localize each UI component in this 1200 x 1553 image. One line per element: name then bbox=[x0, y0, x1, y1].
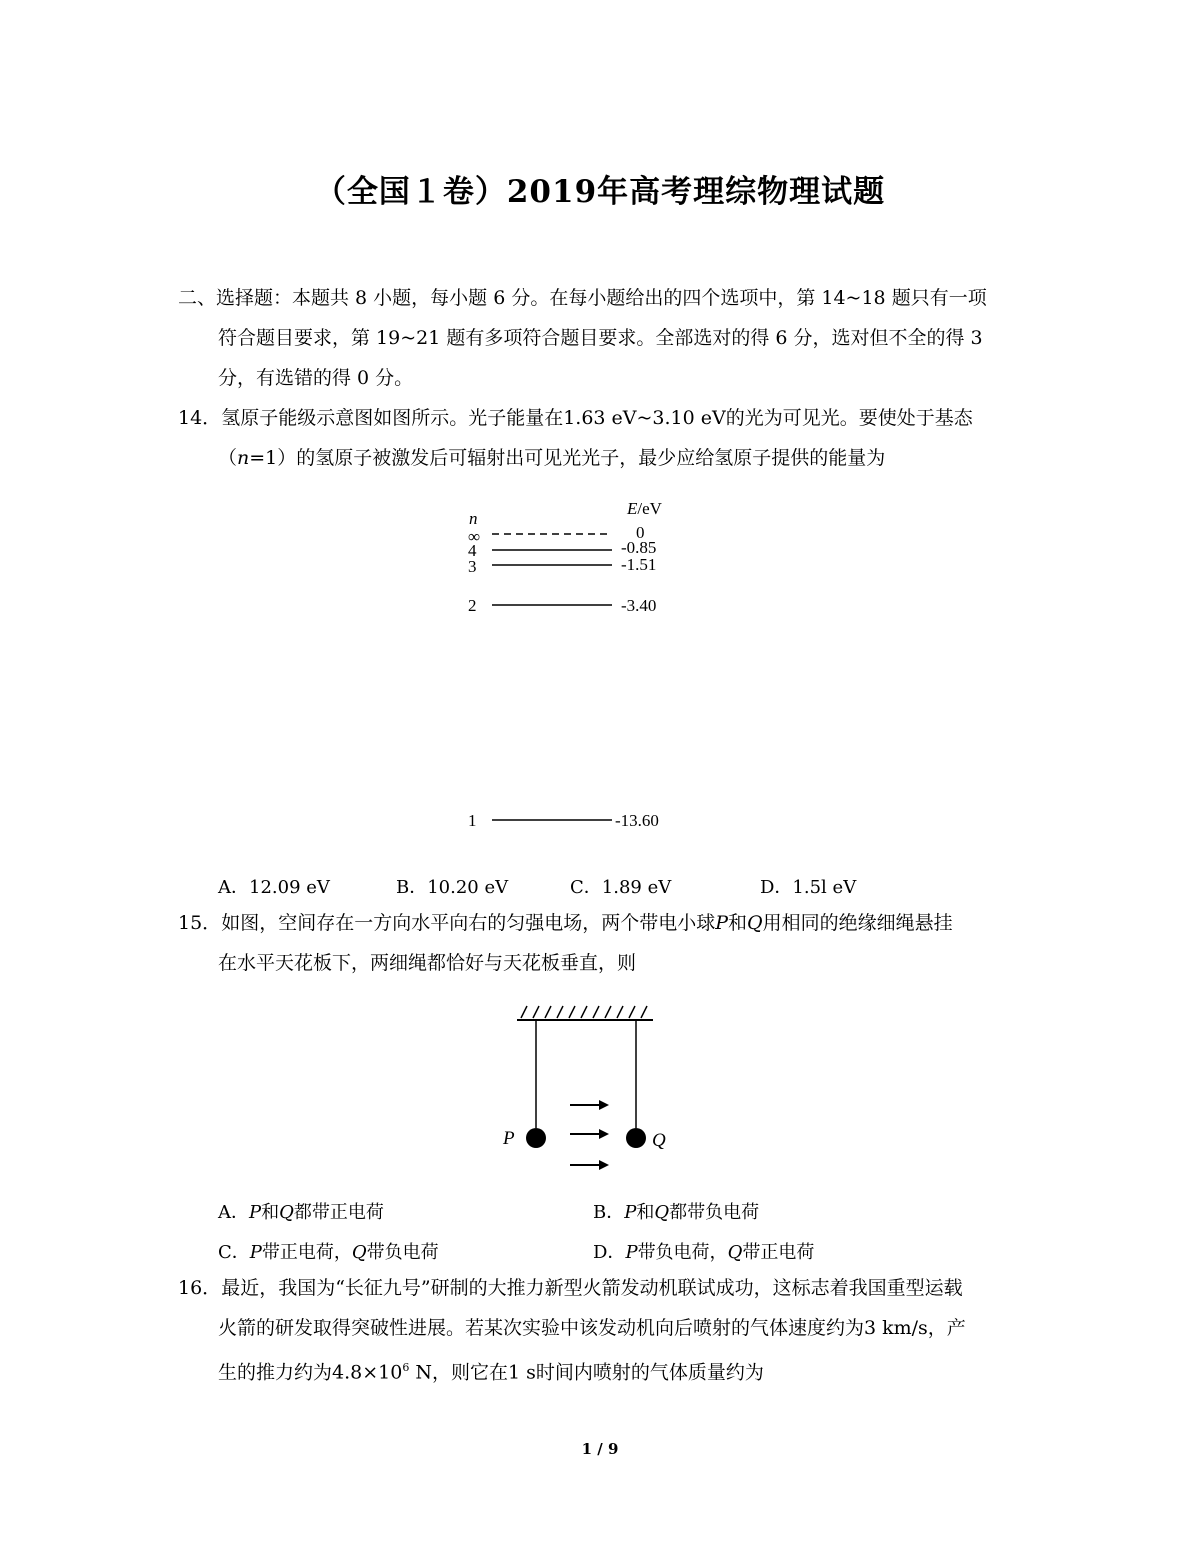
question-14-line1 bbox=[178, 398, 973, 438]
ball-p bbox=[526, 1128, 546, 1148]
question-16-text-end: N，则它在1 s时间内喷射的气体质量约为 bbox=[409, 1361, 764, 1384]
level-energy-label: -3.40 bbox=[621, 596, 657, 615]
question-14-text-cont: =1）的氢原子被激发后可辐射出可见光光子，最少应给氢原子提供的能量为 bbox=[249, 447, 886, 469]
level-n-label: 3 bbox=[468, 557, 477, 576]
energy-level-diagram bbox=[455, 490, 695, 840]
variable-p: P bbox=[715, 912, 728, 934]
option-a[interactable]: A．12.09 eV bbox=[218, 877, 330, 898]
question-15-line2: 在水平天花板下，两细绳都恰好与天花板垂直，则 bbox=[218, 952, 637, 974]
ball-p-label: P bbox=[503, 1128, 515, 1149]
level-n-label: 2 bbox=[468, 596, 477, 615]
level-n-label: 1 bbox=[468, 811, 477, 830]
energy-axis-label: E/eV bbox=[627, 499, 662, 518]
conj-and: 和 bbox=[728, 912, 748, 934]
page-number: 1 / 9 bbox=[581, 1440, 619, 1458]
charged-balls-diagram bbox=[495, 1000, 675, 1180]
level-energy-label: -1.51 bbox=[621, 555, 657, 574]
question-15-text: 如图，空间存在一方向水平向右的匀强电场，两个带电小球 bbox=[221, 912, 716, 934]
ball-q-label: Q bbox=[652, 1130, 666, 1151]
question-16-number: 16． bbox=[178, 1277, 222, 1299]
option-a[interactable]: A．P和Q都带正电荷 bbox=[218, 1202, 384, 1223]
level-energy-label: 0 bbox=[636, 523, 645, 542]
question-14-text: 氢原子能级示意图如图所示。光子能量在1.63 eV~3.10 eV的光为可见光。要使处于基态 bbox=[221, 407, 973, 429]
paren-open: （ bbox=[218, 447, 238, 469]
question-14-number: 14． bbox=[178, 407, 222, 429]
page-title: （全国１卷）2019年高考理综物理试题 bbox=[314, 174, 886, 210]
question-16-line3 bbox=[218, 1348, 764, 1392]
option-d[interactable]: D．P带负电荷，Q带正电荷 bbox=[593, 1242, 815, 1263]
n-axis-label: n bbox=[469, 509, 478, 528]
option-c[interactable]: C．1.89 eV bbox=[570, 877, 672, 898]
option-b[interactable]: B．10.20 eV bbox=[396, 877, 509, 898]
question-16-line2: 火箭的研发取得突破性进展。若某次实验中该发动机向后喷射的气体速度约为3 km/s，产 bbox=[218, 1317, 966, 1339]
question-14-line2 bbox=[218, 438, 885, 478]
field-arrows bbox=[570, 1100, 609, 1170]
option-c[interactable]: C．P带正电荷，Q带负电荷 bbox=[218, 1242, 439, 1263]
section-instructions-line3: 分，有选错的得 0 分。 bbox=[218, 367, 414, 389]
option-b[interactable]: B．P和Q都带负电荷 bbox=[593, 1202, 760, 1223]
exponent: 6 bbox=[402, 1361, 410, 1374]
option-d[interactable]: D．1.5l eV bbox=[760, 877, 857, 898]
question-16-text: 最近，我国为“长征九号”研制的大推力新型火箭发动机联试成功，这标志着我国重型运载 bbox=[221, 1277, 963, 1299]
question-16-line1 bbox=[178, 1268, 963, 1308]
question-15-line1 bbox=[178, 903, 953, 943]
variable-n: n bbox=[237, 447, 250, 469]
level-energy-label: -0.85 bbox=[621, 538, 657, 557]
section-instructions-line1: 二、选择题：本题共 8 小题，每小题 6 分。在每小题给出的四个选项中，第 14~18 题只有一项 bbox=[178, 287, 987, 309]
section-instructions-line2: 符合题目要求，第 19~21 题有多项符合题目要求。全部选对的得 6 分，选对但不全的得 3 bbox=[218, 327, 983, 349]
question-15-number: 15． bbox=[178, 912, 222, 934]
level-energy-label: -13.60 bbox=[615, 811, 659, 830]
variable-q: Q bbox=[747, 912, 763, 934]
ball-q bbox=[626, 1128, 646, 1148]
question-16-text-cont: 生的推力约为4.8×10 bbox=[218, 1361, 403, 1384]
level-n-label: ∞ bbox=[468, 527, 481, 546]
ceiling-hatching bbox=[521, 1006, 647, 1018]
level-n-label: 4 bbox=[468, 541, 477, 560]
question-15-text-cont: 用相同的绝缘细绳悬挂 bbox=[762, 912, 953, 934]
